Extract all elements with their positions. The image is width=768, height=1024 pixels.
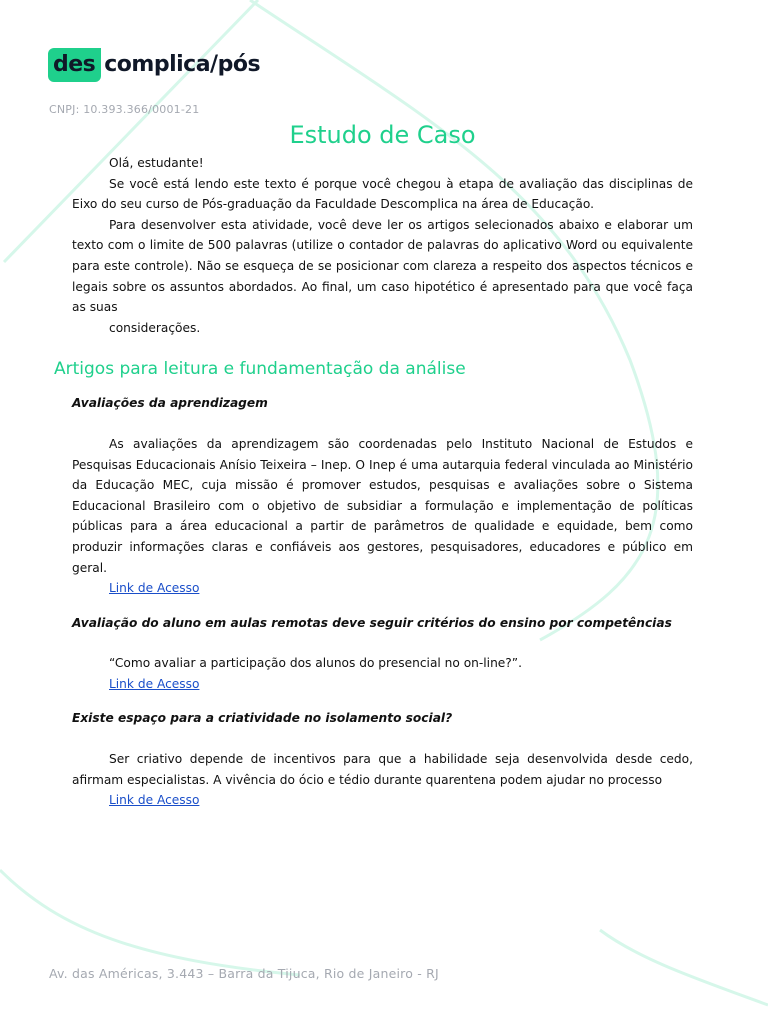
descomplica-pos-logo (48, 48, 260, 82)
footer-address: Av. das Américas, 3.443 – Barra da Tijuca, Rio de Janeiro - RJ (49, 966, 439, 981)
document-body (54, 115, 693, 811)
article-title: Avaliação do aluno em aulas remotas deve seguir critérios do ensino por competências (72, 615, 672, 630)
cnpj-text: CNPJ: 10.393.366/0001-21 (49, 103, 200, 116)
article-title: Existe espaço para a criatividade no isolamento social? (72, 711, 453, 726)
intro-paragraph-2: Para desenvolver esta atividade, você deve ler os artigos selecionados abaixo e elaborar um texto com o limite de 500 palavras (utilize o contador de palavras do aplicativo Word ou equivalente para este controle). Não se esqueça de se posicionar com clareza a respeito dos aspectos técnicos e legais sobre os assuntos abordados. Ao final, um caso hipotético é apresentado para que você faça as suas (72, 217, 693, 315)
article-body: Ser criativo depende de incentivos para que a habilidade seja desenvolvida desde cedo, afirmam especialistas. A vivência do ócio e tédio durante quarentena podem ajudar no processo (72, 752, 693, 787)
logo-rest-text: complica/pós (104, 52, 261, 77)
page-title: Estudo de Caso (289, 121, 476, 149)
article-link[interactable]: Link de Acesso (109, 676, 200, 691)
article-2 (72, 613, 693, 695)
logo-box-text: des (48, 48, 101, 82)
intro-paragraph-1: Se você está lendo este texto é porque você chegou à etapa de avaliação das disciplinas de Eixo do seu curso de Pós-graduação da Faculdade Descomplica na área de Educação. (72, 176, 693, 212)
section-title: Artigos para leitura e fundamentação da análise (54, 359, 466, 380)
article-body: “Como avaliar a participação dos alunos do presencial no on-line?”. (109, 656, 522, 671)
article-1 (72, 393, 693, 598)
article-body: As avaliações da aprendizagem são coordenadas pelo Instituto Nacional de Estudos e Pesquisas Educacionais Anísio Teixeira – Inep. O Inep é uma autarquia federal vinculada ao Ministério da Educação MEC, cuja missão é promover estudos, pesquisas e avaliações sobre o Sistema Educacional Brasileiro com o objetivo de subsidiar a formulação e implementação de políticas públicas para a área educacional a partir de parâmetros de qualidade e equidade, bem como produzir informações claras e confiáveis aos gestores, pesquisadores, educadores e público em geral. (72, 436, 693, 575)
article-title: Avaliações da aprendizagem (72, 396, 268, 411)
article-link[interactable]: Link de Acesso (109, 581, 200, 596)
intro-greeting: Olá, estudante! (109, 156, 204, 170)
article-3 (72, 708, 693, 810)
article-link[interactable]: Link de Acesso (109, 793, 200, 808)
intro-paragraph-2-end: considerações. (109, 320, 201, 335)
